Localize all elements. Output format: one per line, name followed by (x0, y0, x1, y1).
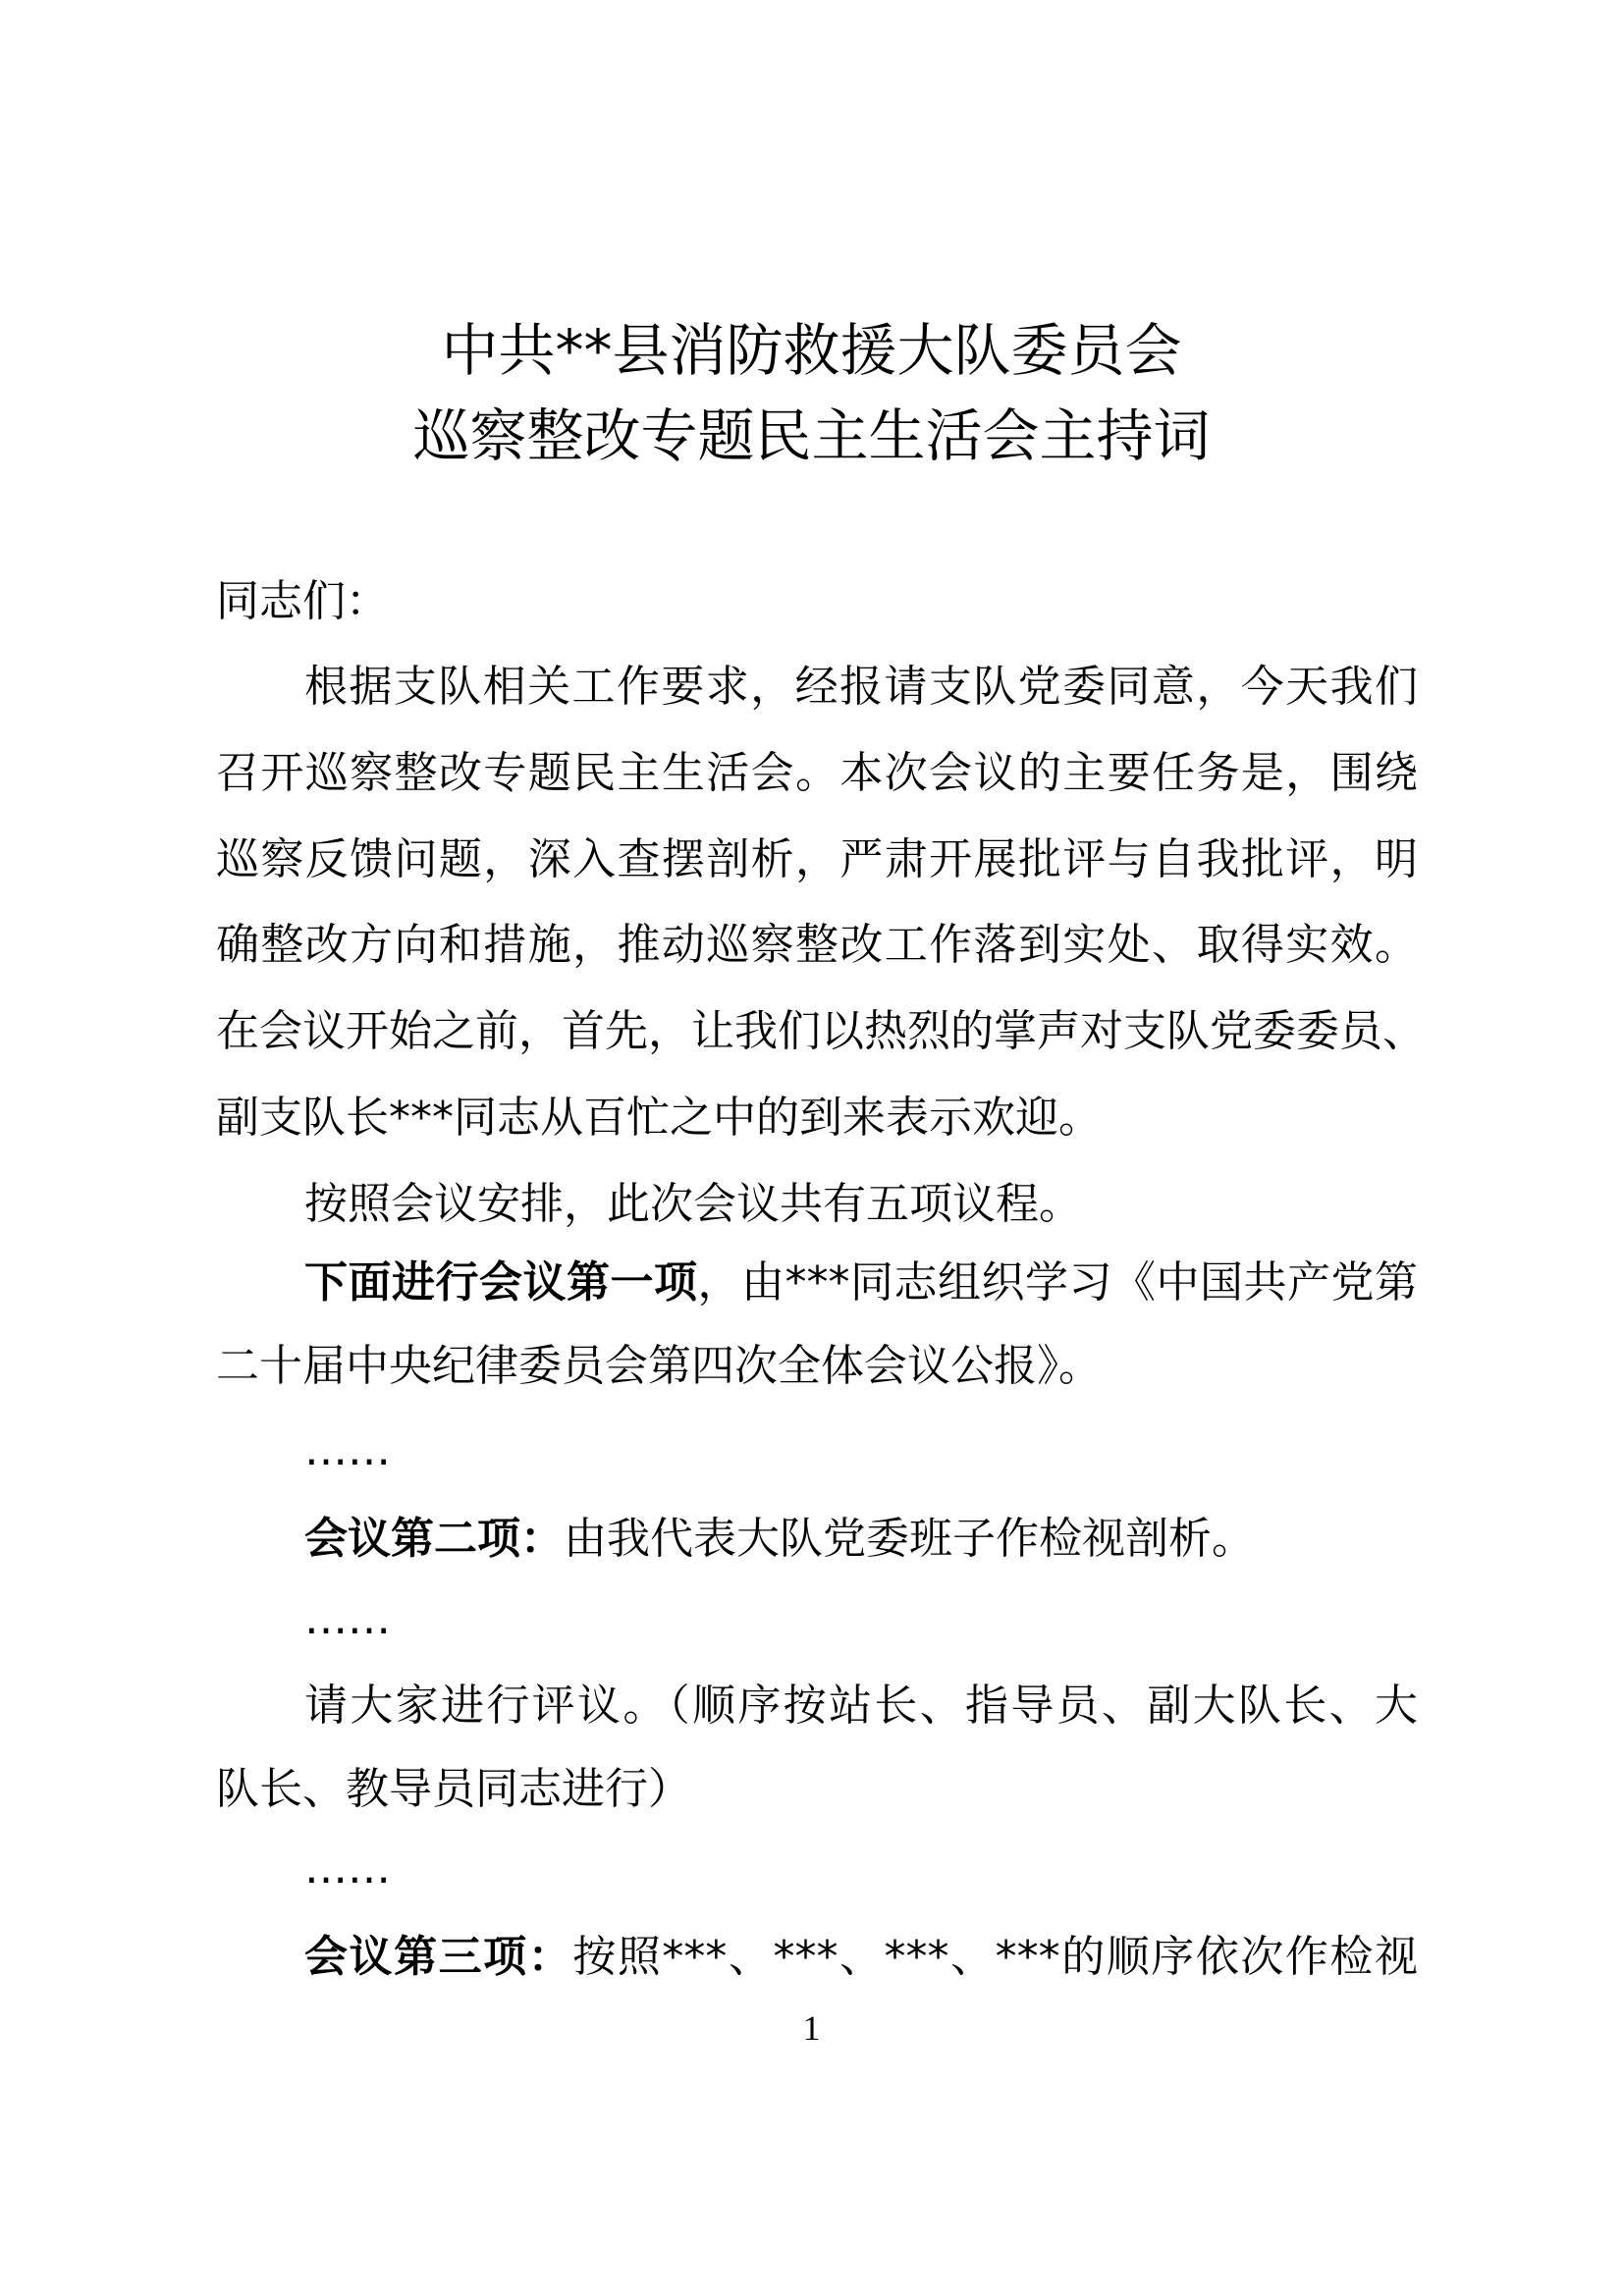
document-title-line-1: 中共**县消防救援大队委员会 (441, 317, 1182, 384)
agenda-item-1-heading: 下面进行会议第一项 (304, 1257, 698, 1308)
agenda-item-1-text: ，由***同志组织学习《中国共产党第 (697, 1257, 1418, 1308)
review-paragraph-line: 队长、教导员同志进行） (216, 1764, 691, 1814)
agenda-item-2 (304, 1510, 1418, 1569)
paragraph-line: 召开巡察整改专题民主生活会。本次会议的主要任务是，围绕 (216, 748, 1418, 798)
salutation: 同志们： (216, 576, 389, 626)
agenda-item-2-heading: 会议第二项： (304, 1514, 564, 1564)
paragraph-line: 副支队长***同志从百忙之中的到来表示欢迎。 (216, 1093, 1102, 1143)
document-title-line-2: 巡察整改专题民主生活会主持词 (412, 402, 1211, 469)
agenda-item-3-heading: 会议第三项： (304, 1932, 573, 1982)
agenda-item-2-text: 由我代表大队党委班子作检视剖析。 (564, 1514, 1255, 1564)
paragraph-line: 根据支队相关工作要求，经报请支队党委同意，今天我们 (304, 662, 1418, 712)
paragraph-line: 确整改方向和措施，推动巡察整改工作落到实处、取得实效。 (216, 920, 1418, 970)
paragraph-line: 巡察反馈问题，深入查摆剖析，严肃开展批评与自我批评，明 (216, 834, 1418, 884)
agenda-item-1-line-2: 二十届中央纪律委员会第四次全体会议公报》。 (216, 1341, 1102, 1391)
agenda-item-3-text: 按照***、***、***、***的顺序依次作检视 (572, 1932, 1419, 1982)
ellipsis: …… (304, 1843, 391, 1894)
ellipsis: …… (304, 1594, 391, 1644)
ellipsis: …… (304, 1425, 391, 1475)
review-paragraph-line: 请大家进行评议。（顺序按站长、指导员、副大队长、大 (304, 1681, 1418, 1731)
agenda-item-1 (304, 1254, 1418, 1312)
agenda-paragraph: 按照会议安排，此次会议共有五项议程。 (304, 1179, 1082, 1229)
page-number: 1 (802, 2008, 821, 2048)
agenda-item-3 (304, 1928, 1418, 1987)
paragraph-line: 在会议开始之前，首先，让我们以热烈的掌声对支队党委委员、 (216, 1006, 1426, 1056)
